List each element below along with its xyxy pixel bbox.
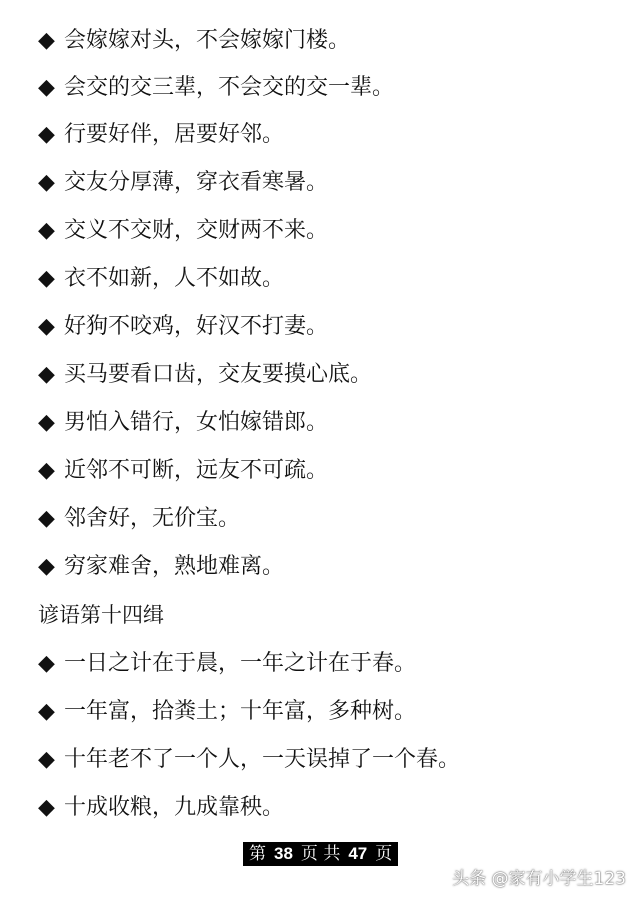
proverb-text: 行要好伴，居要好邻。 — [64, 122, 285, 147]
proverb-line — [38, 553, 284, 581]
proverb-text: 十成收粮，九成靠秧。 — [64, 795, 285, 820]
proverb-text: 好狗不咬鸡，好汉不打妻。 — [64, 314, 329, 339]
diamond-bullet-icon: ◆ — [38, 506, 55, 531]
page-number-footer — [243, 842, 398, 866]
diamond-bullet-icon: ◆ — [38, 699, 55, 724]
diamond-bullet-icon: ◆ — [38, 747, 55, 772]
diamond-bullet-icon: ◆ — [38, 651, 55, 676]
proverb-text: 一年富，拾粪土；十年富，多种树。 — [64, 699, 417, 724]
diamond-bullet-icon: ◆ — [38, 28, 55, 53]
current-page-number: 38 — [274, 844, 293, 863]
diamond-bullet-icon: ◆ — [38, 410, 55, 435]
footer-prefix: 第 — [249, 844, 266, 864]
proverb-line — [38, 121, 284, 149]
proverb-line — [38, 169, 328, 197]
proverb-text: 衣不如新，人不如故。 — [64, 266, 285, 291]
proverb-line — [38, 746, 460, 774]
footer-suffix: 页 — [375, 844, 393, 864]
proverb-line — [38, 361, 372, 389]
proverb-line — [38, 505, 240, 533]
proverb-text: 近邻不可断，远友不可疏。 — [64, 458, 329, 483]
section-heading: 谚语第十四缉 — [38, 603, 164, 627]
proverb-text: 十年老不了一个人，一天误掉了一个春。 — [64, 747, 461, 772]
proverb-text: 邻舍好，无价宝。 — [64, 506, 241, 531]
proverb-text: 交义不交财，交财两不来。 — [64, 218, 329, 243]
proverb-text: 会交的交三辈，不会交的交一辈。 — [64, 75, 395, 100]
proverb-text: 会嫁嫁对头，不会嫁嫁门楼。 — [64, 28, 351, 53]
diamond-bullet-icon: ◆ — [38, 170, 55, 195]
proverb-text: 男怕入错行，女怕嫁错郎。 — [64, 410, 329, 435]
diamond-bullet-icon: ◆ — [38, 554, 55, 579]
proverb-text: 买马要看口齿，交友要摸心底。 — [64, 362, 373, 387]
diamond-bullet-icon: ◆ — [38, 314, 55, 339]
diamond-bullet-icon: ◆ — [38, 362, 55, 387]
diamond-bullet-icon: ◆ — [38, 122, 55, 147]
proverb-text: 穷家难舍，熟地难离。 — [64, 554, 285, 579]
proverb-line — [38, 409, 328, 437]
proverb-line — [38, 698, 416, 726]
proverb-line — [38, 74, 394, 102]
diamond-bullet-icon: ◆ — [38, 75, 55, 100]
proverb-line — [38, 313, 328, 341]
total-page-number: 47 — [348, 844, 368, 863]
diamond-bullet-icon: ◆ — [38, 266, 55, 291]
proverb-line — [38, 794, 284, 822]
proverb-line — [38, 217, 328, 245]
diamond-bullet-icon: ◆ — [38, 218, 55, 243]
proverb-text: 一日之计在于晨，一年之计在于春。 — [64, 651, 417, 676]
proverb-line — [38, 27, 350, 55]
footer-middle: 页 共 — [300, 844, 341, 864]
watermark: 头条 @家有小学生123 — [452, 869, 626, 889]
proverb-text: 交友分厚薄，穿衣看寒暑。 — [64, 170, 329, 195]
diamond-bullet-icon: ◆ — [38, 458, 55, 483]
proverb-line — [38, 265, 284, 293]
diamond-bullet-icon: ◆ — [38, 795, 55, 820]
proverb-line — [38, 457, 328, 485]
proverb-line — [38, 650, 416, 678]
